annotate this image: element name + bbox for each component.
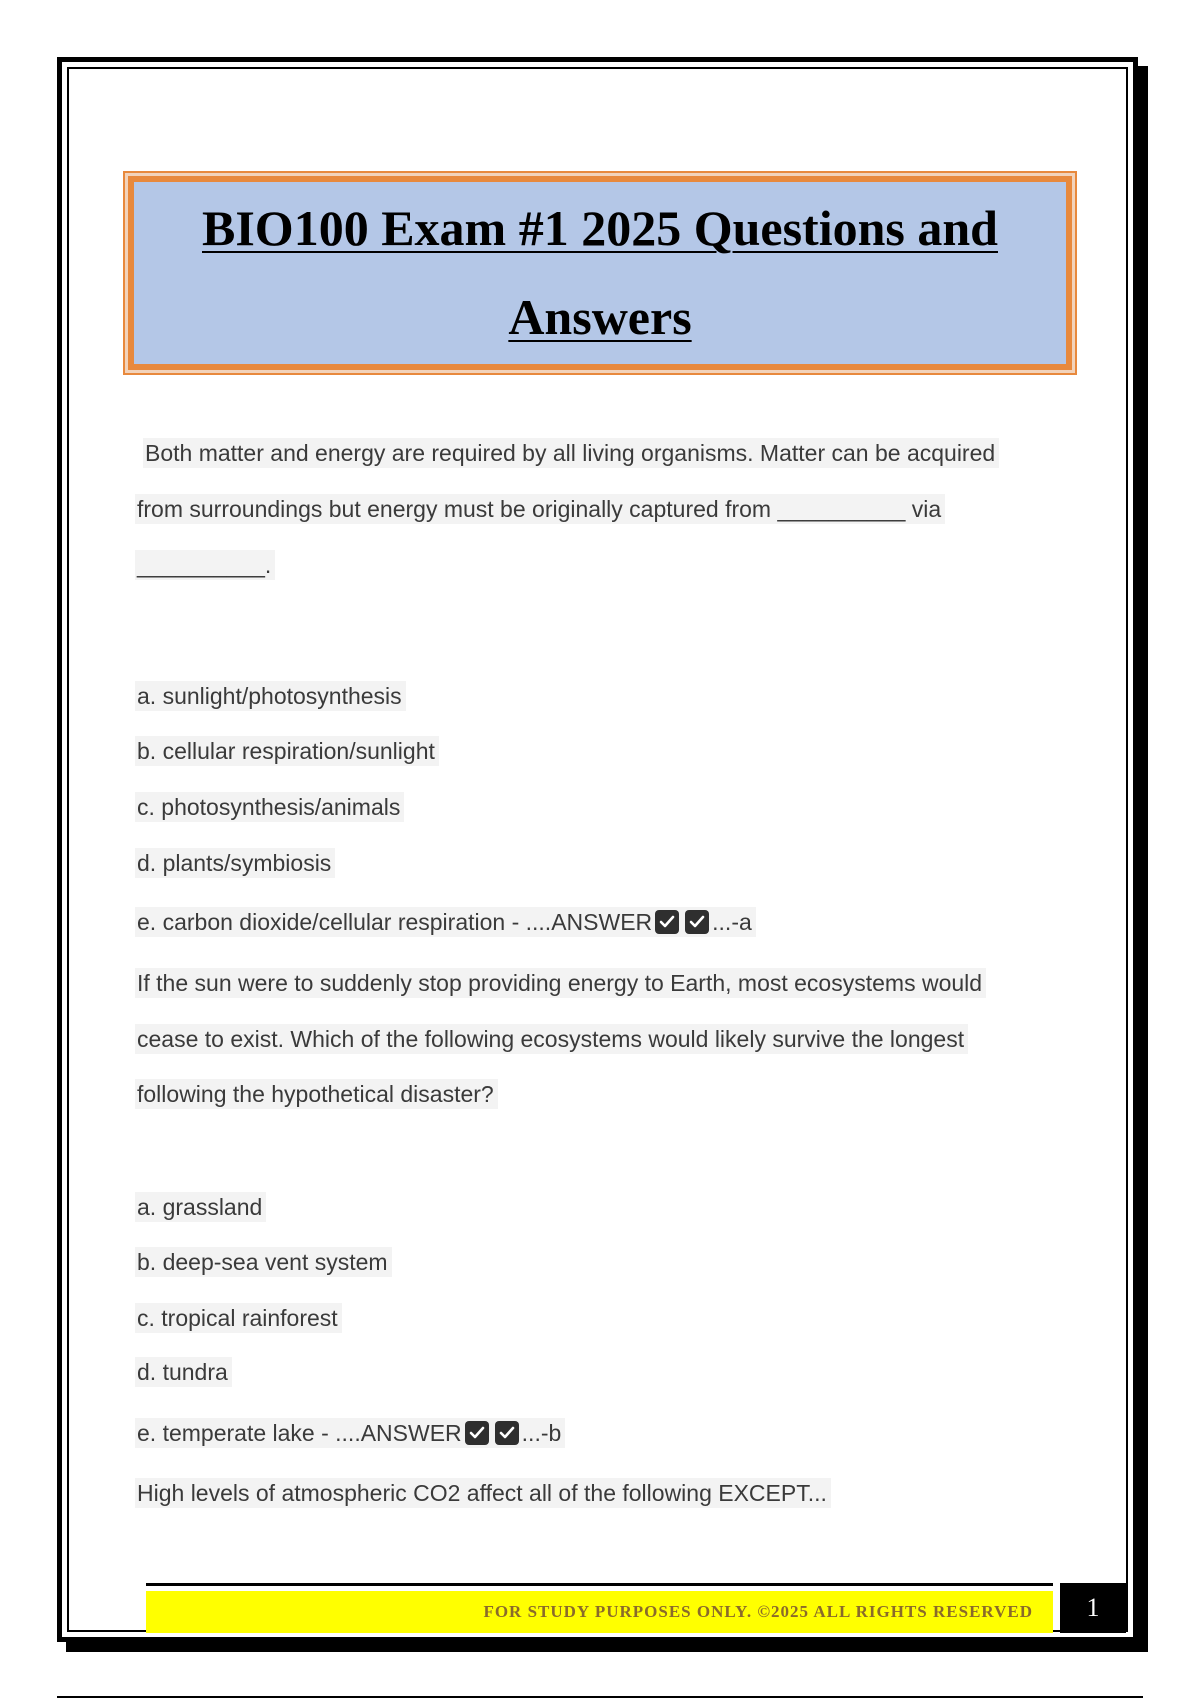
checkbox-checked-icon [655, 910, 679, 934]
title-box-inner [128, 176, 1072, 370]
question-2-option-e [135, 1420, 565, 1447]
question-2-option-a: a. grassland [135, 1194, 266, 1221]
footer-banner [146, 1591, 1053, 1633]
question-1-text-line-3: __________. [135, 552, 275, 579]
page-number: 1 [1086, 1593, 1100, 1622]
bottom-rule [57, 1696, 1143, 1698]
question-1-answer-text: e. carbon dioxide/cellular respiration - ....ANSWER [137, 909, 653, 935]
checkbox-checked-icon [685, 910, 709, 934]
question-1-answer-letter: ...-a [712, 909, 752, 935]
question-2-option-b: b. deep-sea vent system [135, 1249, 392, 1276]
title-box [123, 171, 1077, 375]
question-2-answer-text: e. temperate lake - ....ANSWER [137, 1420, 462, 1446]
question-2-answer-letter: ...-b [521, 1420, 562, 1446]
question-1-option-d: d. plants/symbiosis [135, 850, 335, 877]
question-3-text-line-1: High levels of atmospheric CO2 affect all of the following EXCEPT... [135, 1480, 831, 1507]
footer-text: FOR STUDY PURPOSES ONLY. ©2025 ALL RIGHTS RESERVED [483, 1602, 1033, 1621]
question-1-option-a: a. sunlight/photosynthesis [135, 683, 406, 710]
title-line-1: BIO100 Exam #1 2025 Questions and [202, 200, 998, 256]
page-title [202, 184, 998, 362]
question-1-option-c: c. photosynthesis/animals [135, 794, 404, 821]
question-1-text-line-2: from surroundings but energy must be originally captured from __________ via [135, 496, 945, 523]
question-2-text-line-1: If the sun were to suddenly stop providing energy to Earth, most ecosystems would [135, 970, 986, 997]
checkbox-checked-icon [465, 1421, 489, 1445]
question-2-text-line-3: following the hypothetical disaster? [135, 1081, 498, 1108]
question-1-text-line-1: Both matter and energy are required by all living organisms. Matter can be acquired [143, 440, 999, 467]
question-1-option-b: b. cellular respiration/sunlight [135, 738, 439, 765]
question-2-text-line-2: cease to exist. Which of the following ecosystems would likely survive the longest [135, 1026, 968, 1053]
footer-rule [146, 1583, 1053, 1586]
checkbox-checked-icon [495, 1421, 519, 1445]
question-2-option-c: c. tropical rainforest [135, 1305, 342, 1332]
question-1-option-e [135, 909, 756, 936]
footer [146, 1583, 1053, 1633]
page-number-box [1060, 1583, 1126, 1633]
question-2-option-d: d. tundra [135, 1359, 232, 1386]
title-line-2: Answers [508, 289, 692, 345]
